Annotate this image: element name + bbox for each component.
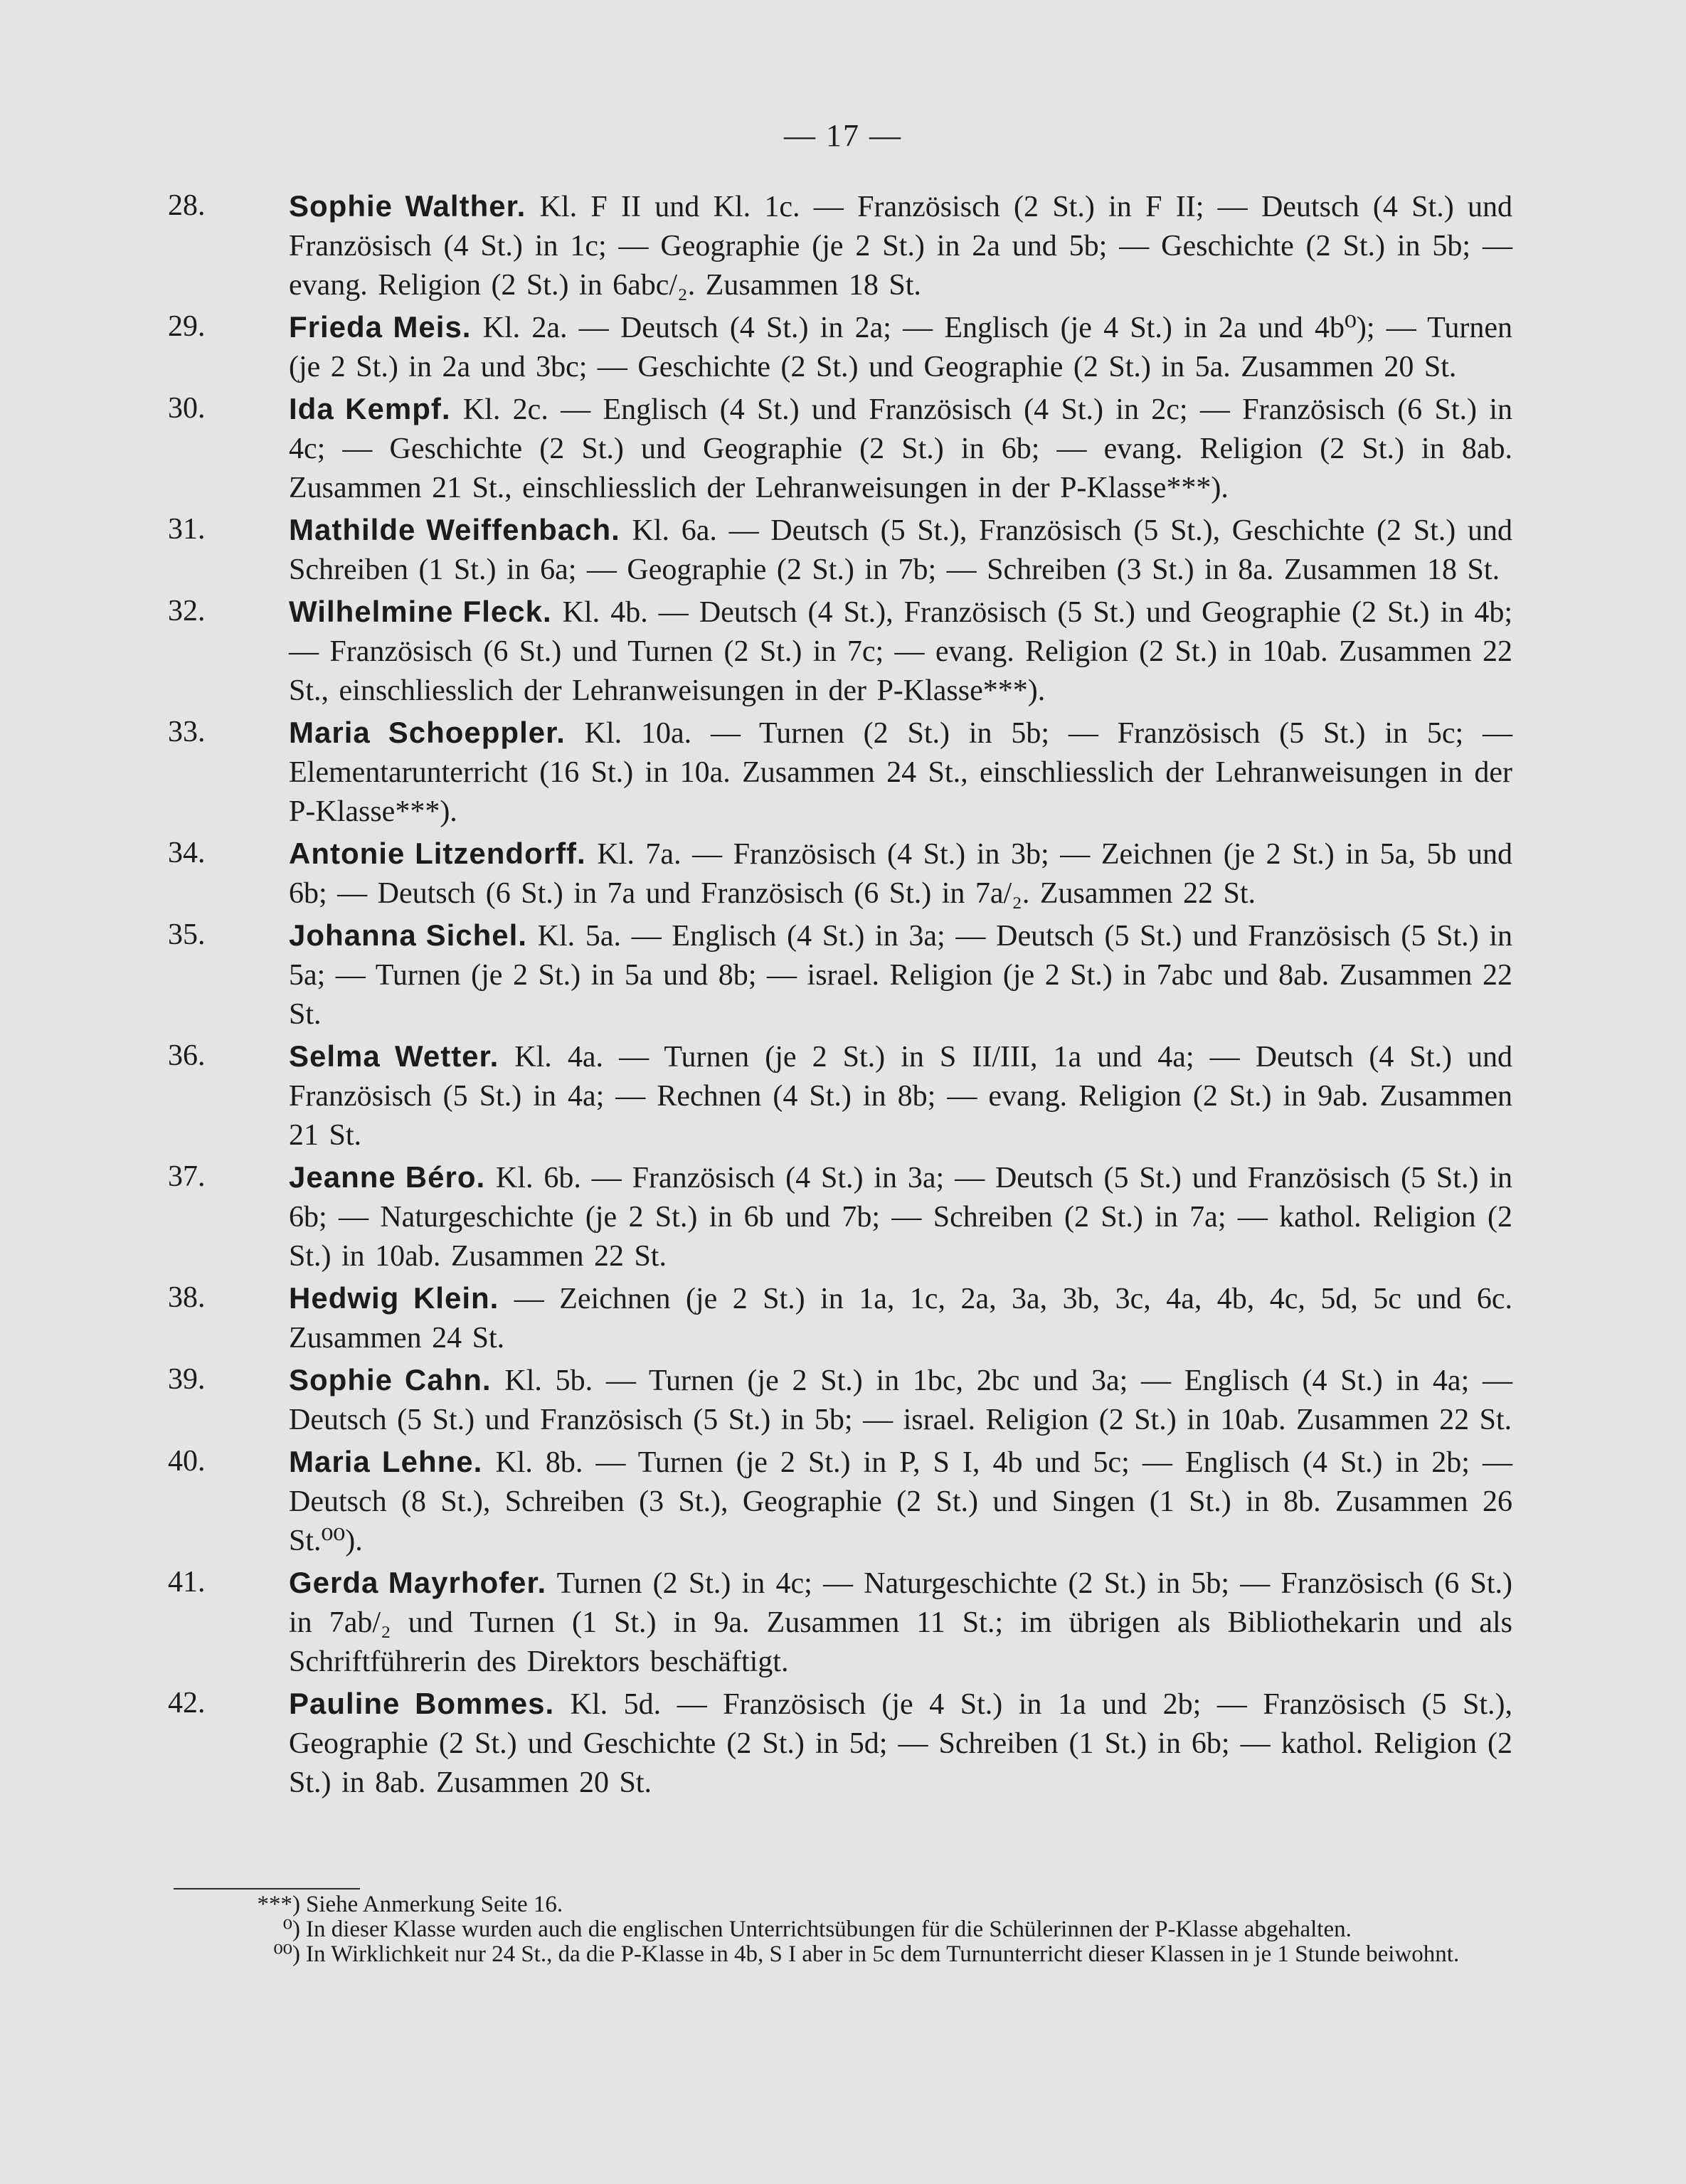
teacher-name: Jeanne Béro.	[289, 1160, 486, 1194]
entry-text: Kl. 7a. — Französisch (4 St.) in 3b; — Zeichnen (je 2 St.) in 5a, 5b und 6b; — Deutsch (6 St.) in 7a und Französisch (6 St.) in 7a/₂. Zusammen 22 St.	[289, 838, 1512, 910]
entry-number: 32.	[168, 595, 206, 627]
teacher-name: Ida Kempf.	[289, 392, 451, 425]
entry-text: Kl. 4b. — Deutsch (4 St.), Französisch (5 St.) und Geographie (2 St.) in 4b; — Französisch (6 St.) und Turnen (2 St.) in 7c; — evang. Religion (2 St.) in 10ab. Zusammen 22 St., einschliesslich der Lehranweisungen in der P-Klasse***).	[289, 596, 1512, 707]
footnote-mark: ***)	[257, 1892, 300, 1917]
entry-number: 29.	[168, 310, 206, 343]
entry-number: 36.	[168, 1039, 206, 1072]
entry-text: Kl. 5d. — Französisch (je 4 St.) in 1a und 2b; — Französisch (5 St.), Geographie (2 St.) und Geschichte (2 St.) in 5d; — Schreiben (1 St.) in 6b; — kathol. Religion (2 St.) in 8ab. Zusammen 20 St.	[289, 1688, 1513, 1799]
teacher-name: Wilhelmine Fleck.	[289, 595, 552, 628]
page-number: — 17 —	[784, 118, 902, 153]
footnote	[235, 1942, 1515, 1967]
teacher-name: Frieda Meis.	[289, 310, 472, 344]
teacher-name: Mathilde Weiffenbach.	[289, 513, 620, 546]
footnote-mark: ⁰)	[282, 1917, 300, 1942]
entry-text: Kl. 10a. — Turnen (2 St.) in 5b; — Französisch (5 St.) in 5c; — Elementarunterricht (16 St.) in 10a. Zusammen 24 St., einschliesslich der Lehranweisungen in der P-Klasse***).	[289, 717, 1513, 828]
list-item	[168, 186, 1512, 305]
entry-text: — Zeichnen (je 2 St.) in 1a, 1c, 2a, 3a, 3b, 3c, 4a, 4b, 4c, 5d, 5c und 6c. Zusammen 24 St.	[289, 1283, 1512, 1355]
list-item	[168, 1037, 1512, 1155]
list-item	[168, 389, 1512, 508]
entry-text: Kl. 5b. — Turnen (je 2 St.) in 1bc, 2bc und 3a; — Englisch (4 St.) in 4a; — Deutsch (5 St.) und Französisch (5 St.) in 5b; — israel. Religion (2 St.) in 10ab. Zusammen 22 St.	[289, 1364, 1512, 1436]
teacher-name: Maria Schoeppler.	[289, 716, 566, 749]
teacher-name: Pauline Bommes.	[289, 1687, 555, 1720]
entry-text: Kl. F II und Kl. 1c. — Französisch (2 St.) in F II; — Deutsch (4 St.) und Französisch (4 St.) in 1c; — Geographie (je 2 St.) in 2a und 5b; — Geschichte (2 St.) in 5b; — evang. Religion (2 St.) in 6abc/₂. Zusammen 18 St.	[289, 191, 1512, 302]
footnote	[235, 1917, 1515, 1942]
footnote-divider	[174, 1888, 360, 1889]
footnotes	[235, 1892, 1515, 1967]
entry-number: 41.	[168, 1566, 206, 1599]
list-item	[168, 1157, 1512, 1276]
list-item	[168, 307, 1512, 387]
entry-number: 31.	[168, 513, 206, 546]
footnote	[235, 1892, 1515, 1917]
teacher-name: Sophie Walther.	[289, 189, 526, 223]
entry-text: Kl. 4a. — Turnen (je 2 St.) in S II/III, 1a und 4a; — Deutsch (4 St.) und Französisch (5 St.) in 4a; — Rechnen (4 St.) in 8b; — evang. Religion (2 St.) in 9ab. Zusammen 21 St.	[289, 1041, 1512, 1152]
list-item	[168, 510, 1512, 590]
teacher-name: Hedwig Klein.	[289, 1281, 499, 1315]
list-item	[168, 713, 1512, 832]
list-item	[168, 1442, 1512, 1561]
entry-number: 42.	[168, 1687, 206, 1719]
list-item	[168, 834, 1512, 913]
entry-number: 33.	[168, 716, 206, 748]
teacher-name: Selma Wetter.	[289, 1039, 499, 1073]
entry-text: Kl. 5a. — Englisch (4 St.) in 3a; — Deutsch (5 St.) und Französisch (5 St.) in 5a; — Turnen (je 2 St.) in 5a und 8b; — israel. Religion (je 2 St.) in 7abc und 8ab. Zusammen 22 St.	[289, 920, 1512, 1031]
footnote-text: In Wirklichkeit nur 24 St., da die P-Klasse in 4b, S I aber in 5c dem Turnunterricht dieser Klassen in je 1 Stunde beiwohnt.	[306, 1941, 1460, 1967]
entry-text: Kl. 6a. — Deutsch (5 St.), Französisch (5 St.), Geschichte (2 St.) und Schreiben (1 St.) in 6a; — Geographie (2 St.) in 7b; — Schreiben (3 St.) in 8a. Zusammen 18 St.	[289, 514, 1512, 586]
list-item	[168, 1278, 1512, 1358]
footnote-text: In dieser Klasse wurden auch die englischen Unterrichtsübungen für die Schülerinnen der P-Klasse abgehalten.	[306, 1917, 1352, 1942]
entry-number: 34.	[168, 837, 206, 869]
list-item	[168, 592, 1512, 711]
entry-number: 40.	[168, 1445, 206, 1478]
list-item	[168, 916, 1512, 1034]
entry-number: 28.	[168, 189, 206, 222]
list-item	[168, 1563, 1512, 1682]
entry-text: Kl. 8b. — Turnen (je 2 St.) in P, S I, 4b und 5c; — Englisch (4 St.) in 2b; — Deutsch (8 St.), Schreiben (3 St.), Geographie (2 St.) und Singen (1 St.) in 8b. Zusammen 26 St.⁰⁰).	[289, 1446, 1512, 1557]
footnote-text: Siehe Anmerkung Seite 16.	[306, 1892, 563, 1917]
teacher-name: Sophie Cahn.	[289, 1363, 492, 1396]
entry-text: Kl. 6b. — Französisch (4 St.) in 3a; — Deutsch (5 St.) und Französisch (5 St.) in 6b; — Naturgeschichte (je 2 St.) in 6b und 7b; — Schreiben (2 St.) in 7a; — kathol. Religion (2 St.) in 10ab. Zusammen 22 St.	[289, 1162, 1512, 1273]
staff-list	[168, 186, 1512, 1805]
footnote-mark: ⁰⁰)	[273, 1941, 300, 1967]
entry-number: 35.	[168, 918, 206, 951]
entry-number: 30.	[168, 392, 206, 425]
entry-text: Kl. 2a. — Deutsch (4 St.) in 2a; — Englisch (je 4 St.) in 2a und 4b⁰); — Turnen (je 2 St.) in 2a und 3bc; — Geschichte (2 St.) und Geographie (2 St.) in 5a. Zusammen 20 St.	[289, 312, 1512, 383]
teacher-name: Gerda Mayrhofer.	[289, 1566, 547, 1599]
teacher-name: Maria Lehne.	[289, 1445, 483, 1478]
entry-number: 39.	[168, 1363, 206, 1396]
list-item	[168, 1684, 1512, 1803]
entry-text: Kl. 2c. — Englisch (4 St.) und Französisch (4 St.) in 2c; — Französisch (6 St.) in 4c; — Geschichte (2 St.) und Geographie (2 St.) in 6b; — evang. Religion (2 St.) in 8ab. Zusammen 21 St., einschliesslich der Lehranweisungen in der P-Klasse***).	[289, 393, 1513, 504]
entry-number: 38.	[168, 1281, 206, 1314]
teacher-name: Johanna Sichel.	[289, 918, 527, 952]
teacher-name: Antonie Litzendorff.	[289, 837, 586, 870]
entry-text: Turnen (2 St.) in 4c; — Naturgeschichte (2 St.) in 5b; — Französisch (6 St.) in 7ab/₂ und Turnen (1 St.) in 9a. Zusammen 11 St.; im übrigen als Bibliothekarin und als Schriftführerin des Direktors beschäftigt.	[289, 1567, 1512, 1678]
entry-number: 37.	[168, 1160, 206, 1193]
list-item	[168, 1360, 1512, 1440]
